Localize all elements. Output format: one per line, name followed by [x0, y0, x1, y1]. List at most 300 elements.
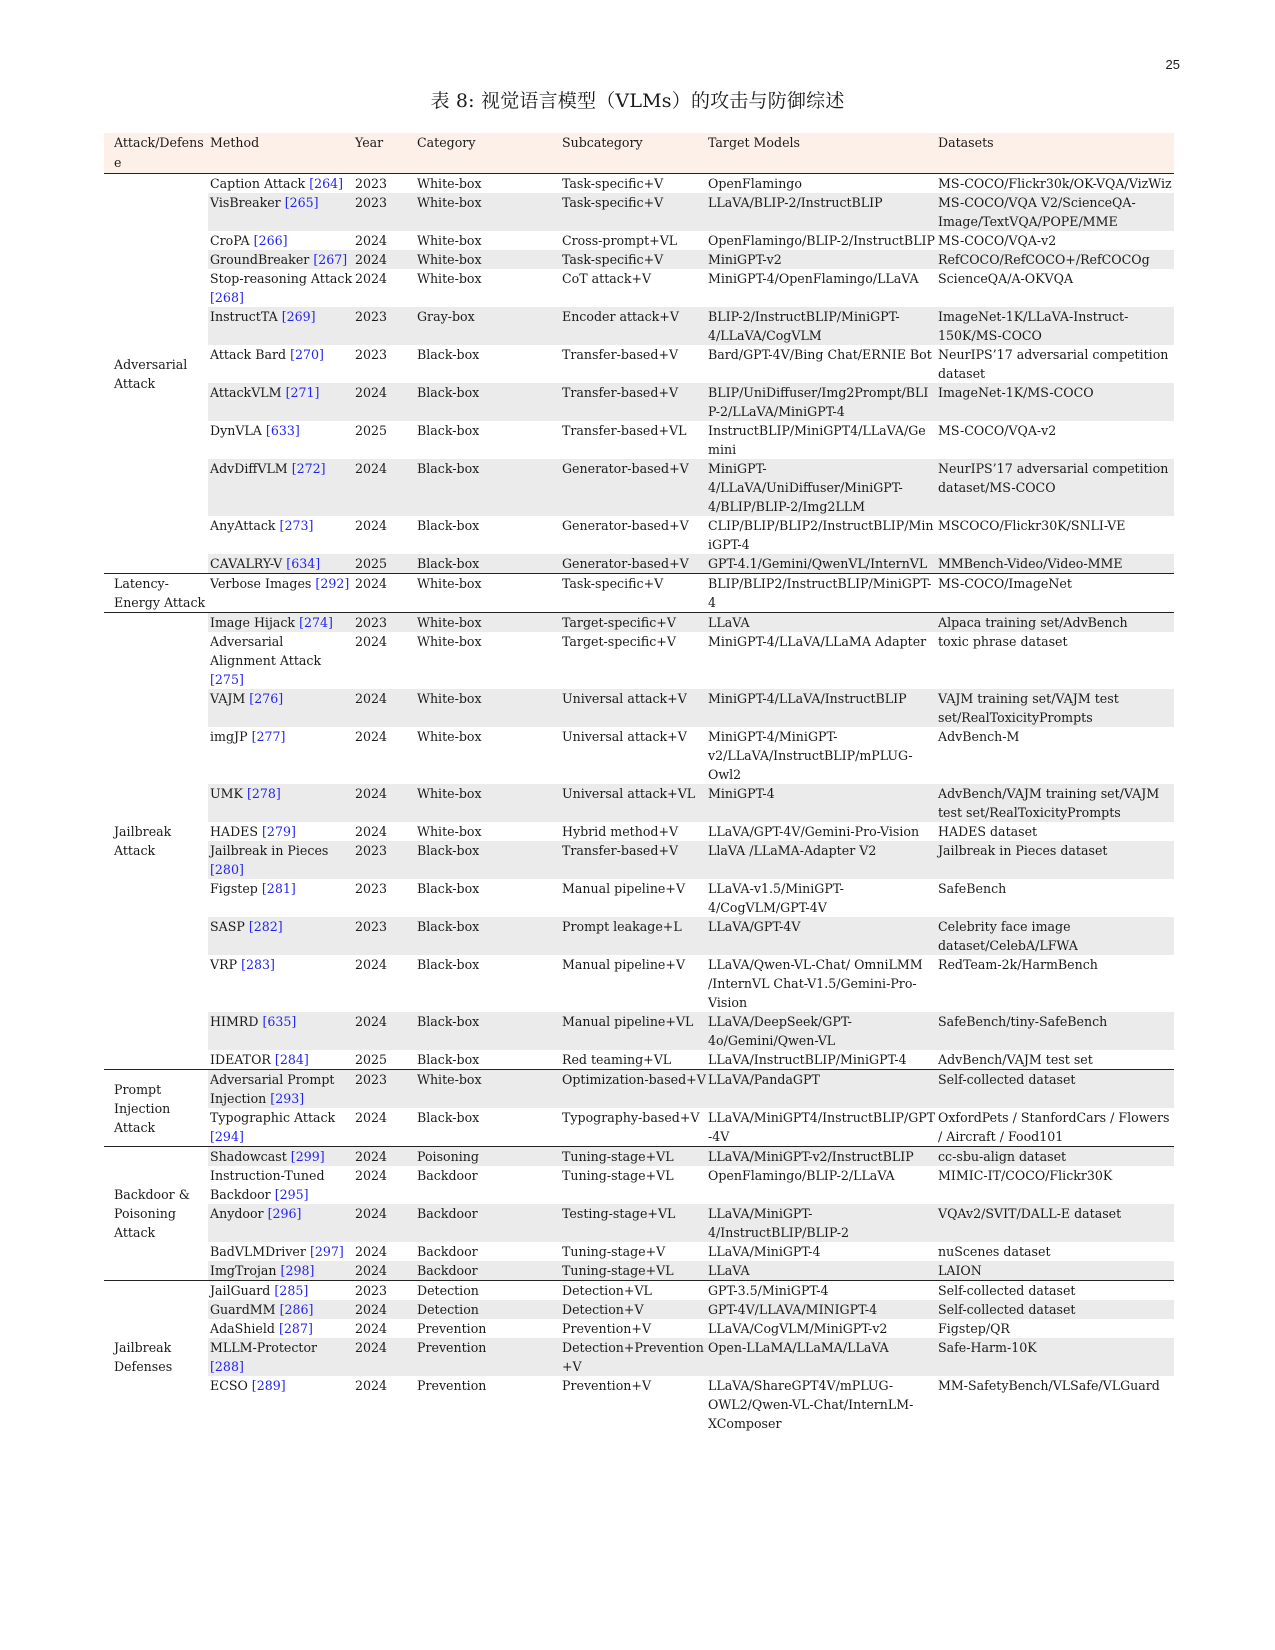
- table-row: [104, 1070, 1174, 1109]
- table-row: [104, 174, 1174, 194]
- citation-link[interactable]: [273]: [279, 518, 314, 533]
- method-name: JailGuard: [210, 1283, 271, 1298]
- subcategory-cell: Transfer-based+V: [562, 347, 679, 362]
- category-cell: White-box: [417, 176, 482, 191]
- citation-link[interactable]: [265]: [284, 195, 319, 210]
- citation-link[interactable]: [284]: [274, 1052, 309, 1067]
- table-row: [104, 307, 1174, 345]
- target-models-cell: GPT-3.5/MiniGPT-4: [706, 1281, 936, 1301]
- method-name: ImgTrojan: [210, 1263, 277, 1278]
- table-body: [104, 174, 1174, 1434]
- subcategory-cell: Generator-based+V: [562, 518, 689, 533]
- target-models-cell: LLaVA/GPT-4V: [706, 917, 936, 955]
- subcategory-cell: Detection+VL: [560, 1281, 706, 1301]
- target-models-cell: BLIP/BLIP2/InstructBLIP/MiniGPT-4: [706, 574, 936, 613]
- category-cell: White-box: [415, 689, 560, 727]
- year-cell: 2024: [353, 383, 415, 421]
- category-cell: White-box: [417, 824, 482, 839]
- method-name: AttackVLM: [210, 385, 282, 400]
- citation-link[interactable]: [270]: [290, 347, 324, 362]
- category-cell: White-box: [415, 784, 560, 822]
- subcategory-cell: Universal attack+VL: [560, 784, 706, 822]
- datasets-cell: MSCOCO/Flickr30K/SNLI-VE: [938, 518, 1126, 533]
- header-subcategory: Subcategory: [560, 133, 706, 174]
- header-datasets: Datasets: [936, 133, 1174, 174]
- year-cell: 2023: [353, 193, 415, 231]
- table-row: [104, 1338, 1174, 1376]
- method-cell: [208, 516, 353, 554]
- subcategory-cell: Tuning-stage+VL: [560, 1147, 706, 1167]
- category-cell: Prevention: [417, 1378, 487, 1393]
- method-name: VisBreaker: [210, 195, 281, 210]
- citation-link[interactable]: [634]: [286, 556, 321, 571]
- method-name: AdaShield: [210, 1321, 275, 1336]
- method-name: Jailbreak in Pieces: [210, 843, 329, 858]
- subcategory-cell: Prevention+V: [562, 1378, 652, 1393]
- subcategory-cell: Manual pipeline+VL: [560, 1012, 706, 1050]
- method-cell: [208, 1166, 353, 1204]
- table-row: [104, 822, 1174, 841]
- category-cell: Black-box: [417, 1052, 480, 1067]
- datasets-cell: Jailbreak in Pieces dataset: [936, 841, 1174, 879]
- method-cell: [208, 1050, 353, 1070]
- datasets-cell: AdvBench-M: [938, 729, 1020, 744]
- subcategory-cell: Task-specific+V: [560, 574, 706, 613]
- year-cell: 2024: [355, 957, 388, 972]
- datasets-cell: Alpaca training set/AdvBench: [936, 613, 1174, 633]
- year-cell: 2024: [353, 1012, 415, 1050]
- method-cell: [208, 1012, 353, 1050]
- datasets-cell: ScienceQA/A-OKVQA: [938, 271, 1074, 286]
- target-models-cell: OpenFlamingo/BLIP-2/LLaVA: [708, 1168, 895, 1183]
- target-models-cell: LLaVA/MiniGPT4/InstructBLIP/GPT-4V: [708, 1110, 936, 1144]
- year-cell: 2024: [355, 233, 388, 248]
- year-cell: 2024: [353, 689, 415, 727]
- table-row: [104, 231, 1174, 250]
- method-cell: [208, 554, 353, 574]
- year-cell: 2025: [355, 423, 388, 438]
- subcategory-cell: Prevention+V: [562, 1321, 652, 1336]
- table-row: [104, 345, 1174, 383]
- category-cell: Detection: [415, 1300, 560, 1319]
- citation-link[interactable]: [275]: [210, 672, 244, 687]
- table-row: [104, 250, 1174, 269]
- method-name: GroundBreaker: [210, 252, 310, 267]
- table-row: [104, 1147, 1174, 1167]
- target-models-cell: MiniGPT-4/LLaVA/InstructBLIP: [706, 689, 936, 727]
- method-name: Image Hijack: [210, 615, 296, 630]
- table-row: [104, 1319, 1174, 1338]
- method-name: VRP: [210, 957, 238, 972]
- citation-link[interactable]: [277]: [251, 729, 286, 744]
- target-models-cell: LLaVA/ShareGPT4V/mPLUG-OWL2/Qwen-VL-Chat/InternLM-XComposer: [708, 1378, 914, 1431]
- subcategory-cell: Encoder attack+V: [560, 307, 706, 345]
- subcategory-cell: Detection+Prevention+V: [560, 1338, 706, 1376]
- method-name: imgJP: [210, 729, 248, 744]
- target-models-cell: Open-LLaMA/LLaMA/LLaVA: [706, 1338, 936, 1376]
- method-cell: [208, 383, 353, 421]
- target-models-cell: MiniGPT-4/OpenFlamingo/LLaVA: [708, 271, 919, 286]
- subcategory-cell: Generator-based+V: [560, 554, 706, 574]
- citation-link[interactable]: [281]: [261, 881, 296, 896]
- citation-link[interactable]: [266]: [253, 233, 288, 248]
- table-row: [104, 269, 1174, 307]
- datasets-cell: MIMIC-IT/COCO/Flickr30K: [938, 1168, 1113, 1183]
- category-cell: Black-box: [417, 423, 480, 438]
- table-row: [104, 516, 1174, 554]
- category-cell: Black-box: [415, 383, 560, 421]
- method-name: MLLM-Protector: [210, 1340, 318, 1355]
- method-name: Adversarial Prompt Injection: [210, 1072, 335, 1106]
- group-label: Jailbreak Defenses: [104, 1281, 208, 1434]
- method-cell: [208, 421, 353, 459]
- year-cell: 2023: [355, 347, 388, 362]
- table-row: [104, 421, 1174, 459]
- method-cell: [208, 727, 353, 784]
- category-cell: White-box: [415, 1070, 560, 1109]
- method-cell: [208, 307, 353, 345]
- category-cell: White-box: [415, 613, 560, 633]
- group-label: Jailbreak Attack: [104, 613, 208, 1070]
- datasets-cell: cc-sbu-align dataset: [936, 1147, 1174, 1167]
- citation-link[interactable]: [293]: [270, 1091, 305, 1106]
- method-cell: [208, 784, 353, 822]
- target-models-cell: OpenFlamingo/BLIP-2/InstructBLIP: [708, 233, 936, 248]
- header-category: Category: [415, 133, 560, 174]
- method-name: HIMRD: [210, 1014, 259, 1029]
- method-cell: [208, 1204, 353, 1242]
- year-cell: 2024: [353, 1300, 415, 1319]
- category-cell: Prevention: [415, 1338, 560, 1376]
- citation-link[interactable]: [299]: [290, 1149, 325, 1164]
- table-row: [104, 727, 1174, 784]
- table-row: [104, 1012, 1174, 1050]
- category-cell: Backdoor: [417, 1244, 478, 1259]
- citation-link[interactable]: [296]: [267, 1206, 302, 1221]
- table-row: [104, 383, 1174, 421]
- table-row: [104, 784, 1174, 822]
- subcategory-cell: Transfer-based+VL: [562, 423, 687, 438]
- datasets-cell: MS-COCO/ImageNet: [936, 574, 1174, 613]
- datasets-cell: ImageNet-1K/LLaVA-Instruct-150K/MS-COCO: [936, 307, 1174, 345]
- method-cell: [208, 269, 353, 307]
- datasets-cell: nuScenes dataset: [938, 1244, 1051, 1259]
- subcategory-cell: Tuning-stage+VL: [560, 1261, 706, 1281]
- target-models-cell: LLaVA-v1.5/MiniGPT-4/CogVLM/GPT-4V: [708, 881, 844, 915]
- table-row: [104, 554, 1174, 574]
- citation-link[interactable]: [278]: [246, 786, 281, 801]
- method-cell: [208, 879, 353, 917]
- category-cell: Backdoor: [415, 1261, 560, 1281]
- category-cell: Backdoor: [417, 1168, 478, 1183]
- citation-link[interactable]: [274]: [299, 615, 333, 630]
- datasets-cell: MM-SafetyBench/VLSafe/VLGuard: [938, 1378, 1160, 1393]
- target-models-cell: LLaVA: [706, 1261, 936, 1281]
- year-cell: 2023: [353, 841, 415, 879]
- year-cell: 2024: [353, 784, 415, 822]
- table-row: [104, 841, 1174, 879]
- method-name: Instruction-Tuned Backdoor: [210, 1168, 325, 1202]
- citation-link[interactable]: [280]: [210, 862, 244, 877]
- datasets-cell: NeurIPS’17 adversarial competition dataset/MS-COCO: [936, 459, 1174, 516]
- citation-link[interactable]: [295]: [274, 1187, 309, 1202]
- target-models-cell: MiniGPT-4/LLaVA/UniDiffuser/MiniGPT-4/BLIP/BLIP-2/Img2LLM: [706, 459, 936, 516]
- method-cell: [208, 1319, 353, 1338]
- subcategory-cell: Target-specific+V: [560, 613, 706, 633]
- target-models-cell: LLaVA/InstructBLIP/MiniGPT-4: [708, 1052, 907, 1067]
- year-cell: 2024: [353, 459, 415, 516]
- datasets-cell: Safe-Harm-10K: [936, 1338, 1174, 1376]
- subcategory-cell: Prompt leakage+L: [560, 917, 706, 955]
- year-cell: 2024: [353, 1261, 415, 1281]
- subcategory-cell: Generator-based+V: [560, 459, 706, 516]
- year-cell: 2023: [355, 881, 388, 896]
- group-label: Latency-Energy Attack: [104, 574, 208, 613]
- datasets-cell: OxfordPets / StanfordCars / Flowers / Aircraft / Food101: [938, 1110, 1170, 1144]
- year-cell: 2024: [355, 1168, 388, 1183]
- table-row: [104, 689, 1174, 727]
- target-models-cell: LLaVA/PandaGPT: [706, 1070, 936, 1109]
- citation-link[interactable]: [271]: [285, 385, 320, 400]
- method-name: VAJM: [210, 691, 246, 706]
- datasets-cell: Self-collected dataset: [936, 1300, 1174, 1319]
- category-cell: White-box: [415, 574, 560, 613]
- method-cell: [208, 193, 353, 231]
- subcategory-cell: CoT attack+V: [562, 271, 652, 286]
- citation-link[interactable]: [298]: [280, 1263, 315, 1278]
- method-cell: [208, 574, 353, 613]
- target-models-cell: OpenFlamingo: [708, 176, 802, 191]
- target-models-cell: LLaVA/DeepSeek/GPT-4o/Gemini/Qwen-VL: [706, 1012, 936, 1050]
- method-name: InstructTA: [210, 309, 278, 324]
- year-cell: 2023: [353, 1070, 415, 1109]
- citation-link[interactable]: [268]: [210, 290, 244, 305]
- category-cell: Black-box: [415, 1012, 560, 1050]
- category-cell: White-box: [417, 233, 482, 248]
- method-cell: [208, 1147, 353, 1167]
- category-cell: White-box: [415, 250, 560, 269]
- table-row: [104, 1204, 1174, 1242]
- year-cell: 2024: [355, 634, 388, 649]
- year-cell: 2024: [355, 729, 388, 744]
- method-name: HADES: [210, 824, 258, 839]
- datasets-cell: MS-COCO/VQA-v2: [938, 233, 1057, 248]
- subcategory-cell: Transfer-based+V: [560, 841, 706, 879]
- table-row: [104, 459, 1174, 516]
- table-row: [104, 955, 1174, 1012]
- target-models-cell: LLaVA/MiniGPT-4/InstructBLIP/BLIP-2: [706, 1204, 936, 1242]
- datasets-cell: VQAv2/SVIT/DALL-E dataset: [936, 1204, 1174, 1242]
- method-name: SASP: [210, 919, 245, 934]
- method-cell: [208, 1261, 353, 1281]
- method-name: Caption Attack: [210, 176, 306, 191]
- table-row: [104, 879, 1174, 917]
- subcategory-cell: Tuning-stage+VL: [562, 1168, 674, 1183]
- header-year: Year: [353, 133, 415, 174]
- year-cell: 2024: [355, 1244, 388, 1259]
- table-row: [104, 1300, 1174, 1319]
- method-name: Attack Bard: [210, 347, 287, 362]
- method-name: Figstep: [210, 881, 258, 896]
- category-cell: Black-box: [415, 841, 560, 879]
- table-row: [104, 1166, 1174, 1204]
- target-models-cell: BLIP-2/InstructBLIP/MiniGPT-4/LLaVA/CogVLM: [706, 307, 936, 345]
- target-models-cell: BLIP/UniDiffuser/Img2Prompt/BLIP-2/LLaVA/MiniGPT-4: [706, 383, 936, 421]
- category-cell: Black-box: [417, 881, 480, 896]
- subcategory-cell: Hybrid method+V: [562, 824, 679, 839]
- method-name: ECSO: [210, 1378, 248, 1393]
- year-cell: 2024: [355, 824, 388, 839]
- datasets-cell: SafeBench/tiny-SafeBench: [936, 1012, 1174, 1050]
- method-cell: [208, 250, 353, 269]
- subcategory-cell: Testing-stage+VL: [560, 1204, 706, 1242]
- target-models-cell: GPT-4.1/Gemini/QwenVL/InternVL: [706, 554, 936, 574]
- datasets-cell: AdvBench/VAJM training set/VAJM test set/RealToxicityPrompts: [936, 784, 1174, 822]
- year-cell: 2024: [355, 1321, 388, 1336]
- category-cell: Backdoor: [415, 1204, 560, 1242]
- year-cell: 2024: [353, 250, 415, 269]
- category-cell: Black-box: [415, 554, 560, 574]
- subcategory-cell: Optimization-based+V: [560, 1070, 706, 1109]
- method-cell: [208, 174, 353, 194]
- year-cell: 2023: [353, 917, 415, 955]
- method-name: Stop-reasoning Attack: [210, 271, 353, 286]
- datasets-cell: RedTeam-2k/HarmBench: [938, 957, 1098, 972]
- target-models-cell: LLaVA: [706, 613, 936, 633]
- subcategory-cell: Cross-prompt+VL: [562, 233, 678, 248]
- method-cell: [208, 1108, 353, 1147]
- target-models-cell: LlaVA /LLaMA-Adapter V2: [706, 841, 936, 879]
- method-name: IDEATOR: [210, 1052, 271, 1067]
- citation-link[interactable]: [292]: [315, 576, 350, 591]
- datasets-cell: SafeBench: [938, 881, 1007, 896]
- year-cell: 2023: [355, 176, 388, 191]
- target-models-cell: MiniGPT-4/LLaVA/LLaMA Adapter: [708, 634, 927, 649]
- method-cell: [208, 613, 353, 633]
- datasets-cell: RefCOCO/RefCOCO+/RefCOCOg: [936, 250, 1174, 269]
- method-cell: [208, 1242, 353, 1261]
- category-cell: White-box: [417, 271, 482, 286]
- datasets-cell: ImageNet-1K/MS-COCO: [936, 383, 1174, 421]
- citation-link[interactable]: [264]: [309, 176, 344, 191]
- citation-link[interactable]: [283]: [241, 957, 275, 972]
- category-cell: Poisoning: [415, 1147, 560, 1167]
- citation-link[interactable]: [282]: [248, 919, 283, 934]
- subcategory-cell: Red teaming+VL: [562, 1052, 672, 1067]
- table-row: [104, 1376, 1174, 1433]
- category-cell: White-box: [417, 729, 482, 744]
- category-cell: Black-box: [415, 917, 560, 955]
- datasets-cell: MMBench-Video/Video-MME: [936, 554, 1174, 574]
- method-cell: [208, 955, 353, 1012]
- target-models-cell: InstructBLIP/MiniGPT4/LLaVA/Gemini: [708, 423, 926, 457]
- table-row: [104, 917, 1174, 955]
- target-models-cell: Bard/GPT-4V/Bing Chat/ERNIE Bot: [708, 347, 932, 362]
- method-cell: [208, 841, 353, 879]
- method-cell: [208, 1070, 353, 1109]
- target-models-cell: LLaVA/BLIP-2/InstructBLIP: [706, 193, 936, 231]
- method-cell: [208, 1338, 353, 1376]
- category-cell: Gray-box: [415, 307, 560, 345]
- subcategory-cell: Universal attack+V: [562, 729, 687, 744]
- table-caption: 表 8: 视觉语言模型（VLMs）的攻击与防御综述: [430, 90, 845, 112]
- subcategory-cell: Detection+V: [560, 1300, 706, 1319]
- subcategory-cell: Task-specific+V: [560, 193, 706, 231]
- citation-link[interactable]: [287]: [279, 1321, 313, 1336]
- citation-link[interactable]: [288]: [210, 1359, 244, 1374]
- target-models-cell: LLaVA/Qwen-VL-Chat/ OmniLMM /InternVL Chat-V1.5/Gemini-Pro-Vision: [708, 957, 923, 1010]
- target-models-cell: GPT-4V/LLAVA/MINIGPT-4: [706, 1300, 936, 1319]
- datasets-cell: LAION: [936, 1261, 1174, 1281]
- datasets-cell: toxic phrase dataset: [938, 634, 1068, 649]
- year-cell: 2024: [353, 1338, 415, 1376]
- method-name: Typographic Attack: [210, 1110, 336, 1125]
- subcategory-cell: Transfer-based+V: [560, 383, 706, 421]
- year-cell: 2023: [353, 613, 415, 633]
- header-target-models: Target Models: [706, 133, 936, 174]
- citation-link[interactable]: [276]: [249, 691, 284, 706]
- subcategory-cell: Target-specific+V: [562, 634, 676, 649]
- citation-link[interactable]: [289]: [251, 1378, 286, 1393]
- citation-link[interactable]: [286]: [279, 1302, 314, 1317]
- method-name: DynVLA: [210, 423, 262, 438]
- method-name: UMK: [210, 786, 243, 801]
- subcategory-cell: Task-specific+V: [562, 176, 664, 191]
- method-name: AdvDiffVLM: [210, 461, 288, 476]
- citation-link[interactable]: [269]: [281, 309, 316, 324]
- datasets-cell: Figstep/QR: [938, 1321, 1010, 1336]
- table-row: [104, 574, 1174, 613]
- subcategory-cell: Universal attack+V: [560, 689, 706, 727]
- category-cell: Detection: [415, 1281, 560, 1301]
- citation-link[interactable]: [279]: [262, 824, 296, 839]
- method-name: GuardMM: [210, 1302, 276, 1317]
- table-row: [104, 1281, 1174, 1301]
- table-row: [104, 1242, 1174, 1261]
- datasets-cell: MS-COCO/Flickr30k/OK-VQA/VizWiz: [938, 176, 1172, 191]
- datasets-cell: Self-collected dataset: [936, 1281, 1174, 1301]
- datasets-cell: Self-collected dataset: [936, 1070, 1174, 1109]
- year-cell: 2024: [353, 574, 415, 613]
- subcategory-cell: Task-specific+V: [560, 250, 706, 269]
- page-number: 25: [1165, 57, 1180, 72]
- citation-link[interactable]: [272]: [291, 461, 326, 476]
- citation-link[interactable]: [267]: [313, 252, 348, 267]
- target-models-cell: MiniGPT-4/MiniGPT-v2/LLaVA/InstructBLIP/mPLUG-Owl2: [708, 729, 913, 782]
- year-cell: 2024: [355, 1110, 388, 1125]
- datasets-cell: MS-COCO/VQA V2/ScienceQA-Image/TextVQA/POPE/MME: [936, 193, 1174, 231]
- method-cell: [208, 689, 353, 727]
- citation-link[interactable]: [285]: [274, 1283, 309, 1298]
- method-cell: [208, 459, 353, 516]
- target-models-cell: MiniGPT-v2: [706, 250, 936, 269]
- datasets-cell: AdvBench/VAJM test set: [938, 1052, 1093, 1067]
- method-cell: [208, 1281, 353, 1301]
- method-cell: [208, 231, 353, 250]
- attack-defense-table: [104, 133, 1174, 1433]
- citation-link[interactable]: [297]: [309, 1244, 344, 1259]
- citation-link[interactable]: [294]: [210, 1129, 244, 1144]
- citation-link[interactable]: [633]: [265, 423, 300, 438]
- table-row: [104, 1261, 1174, 1281]
- category-cell: Prevention: [417, 1321, 487, 1336]
- header-method: Method: [208, 133, 353, 174]
- citation-link[interactable]: [635]: [262, 1014, 297, 1029]
- table-row: [104, 613, 1174, 633]
- method-name: Verbose Images: [210, 576, 312, 591]
- target-models-cell: LLaVA/MiniGPT-v2/InstructBLIP: [706, 1147, 936, 1167]
- subcategory-cell: Typography-based+V: [562, 1110, 700, 1125]
